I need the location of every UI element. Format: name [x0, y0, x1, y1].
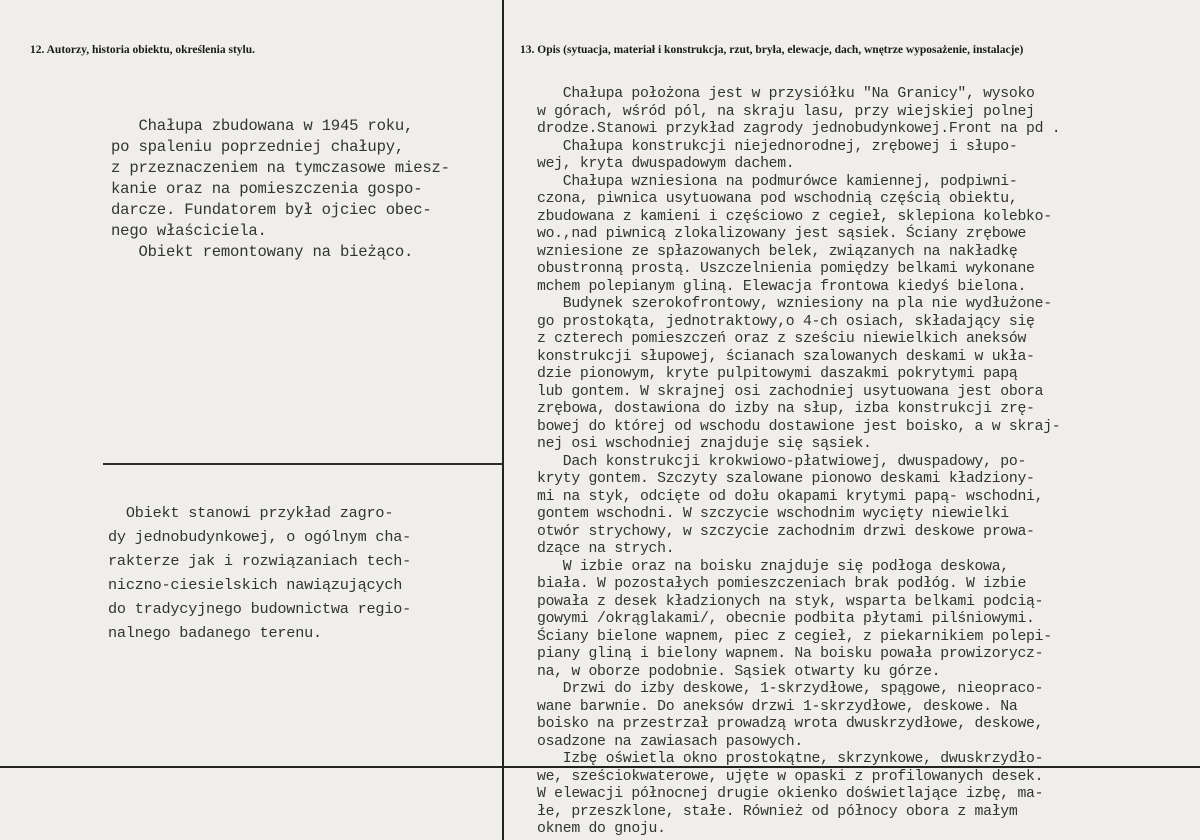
text-line: drodze.Stanowi przykład zagrody jednobudynkowej.Front na pd . — [537, 121, 1061, 137]
text-line: nalnego badanego terenu. — [108, 624, 322, 642]
text-line: wo.,nad piwnicą zlokalizowany jest sąsiek. Ściany zrębowe — [537, 226, 1027, 242]
text-line: mchem polepianym gliną. Elewacja frontowa kiedyś bielona. — [537, 278, 1027, 295]
text-line: z czterech pomieszczeń oraz z sześciu niewielkich aneksów — [537, 331, 1027, 347]
text-line: Izbę oświetla okno prostokątne, skrzynkowe, dwuskrzydło- — [537, 751, 1044, 767]
text-line: mi na styk, odcięte od dołu okapami krytymi papą- wschodni, — [537, 488, 1044, 505]
description-text — [537, 86, 1060, 839]
text-line: na, w oborze podobnie. Sąsiek otwarty ku górze. — [537, 663, 941, 680]
text-line: rakterze jak i rozwiązaniach tech- — [108, 552, 412, 570]
text-line: w górach, wśród pól, na skraju lasu, przy wiejskiej polnej — [537, 103, 1035, 120]
text-line: darcze. Fundatorem był ojciec obec- — [111, 201, 432, 219]
text-line: Obiekt stanowi przykład zagro- — [108, 504, 394, 522]
header-description: 13. Opis (sytuacja, materiał i konstrukcja, rzut, bryła, elewacje, dach, wnętrze wyposażenie, instalacje) — [520, 44, 1024, 56]
text-line: Chałupa położona jest w przysiółku "Na Granicy", wysoko — [537, 86, 1035, 102]
text-line: po spaleniu poprzedniej chałupy, — [111, 138, 405, 156]
text-line: dy jednobudynkowej, o ogólnym cha- — [108, 528, 412, 546]
text-line: gontem wschodni. W szczycie wschodnim wycięty niewielki — [537, 506, 1009, 522]
text-line: wej, kryta dwuspadowym dachem. — [537, 156, 795, 172]
text-line: bowej do której od wschodu dostawione jest boisko, a w skraj- — [537, 418, 1061, 435]
text-line: W elewacji północnej drugie okienko doświetlające izbę, ma- — [537, 786, 1044, 802]
left-section-divider — [103, 463, 503, 465]
text-line: dzie pionowym, kryte pulpitowymi daszakmi pokrytymi papą — [537, 366, 1018, 382]
text-line: dzące na strych. — [537, 541, 675, 557]
text-line: biała. W pozostałych pomieszczeniach brak podłóg. W izbie — [537, 576, 1027, 592]
text-line: boisko na przestrzał prowadzą wrota dwuskrzydłowe, deskowe, — [537, 716, 1044, 732]
text-line: Ściany bielone wapnem, piec z cegieł, z piekarnikiem polepi- — [537, 628, 1052, 645]
text-line: Obiekt remontowany na bieżąco. — [111, 243, 414, 261]
text-line: lub gontem. W skrajnej osi zachodniej usytuowana jest obora — [537, 383, 1044, 400]
text-line: piany gliną i bielony wapnem. Na boisku powała prowizorycz- — [537, 646, 1044, 662]
text-line: oknem do gnoju. — [537, 821, 666, 837]
text-line: wzniesione ze spłazowanych belek, związanych na nakładkę — [537, 243, 1018, 260]
text-line: czona, piwnica usytuowana pod wschodnią częścią obiektu, — [537, 191, 1018, 207]
history-text — [111, 116, 450, 263]
text-line: wane barwnie. Do aneksów drzwi 1-skrzydłowe, deskowe. Na — [537, 698, 1018, 715]
text-line: z przeznaczeniem na tymczasowe miesz- — [111, 159, 450, 177]
text-line: nego właściciela. — [111, 222, 267, 240]
text-line: do tradycyjnego budownictwa regio- — [108, 600, 412, 618]
column-divider — [502, 0, 504, 840]
text-line: Chałupa konstrukcji niejednorodnej, zrębowej i słupo- — [537, 138, 1018, 155]
text-line: go prostokąta, jednotraktowy,o 4-ch osiach, składający się — [537, 313, 1035, 330]
text-line: Chałupa zbudowana w 1945 roku, — [111, 117, 414, 135]
header-authors-history: 12. Autorzy, historia obiektu, określenia stylu. — [30, 44, 256, 56]
text-line: Drzwi do izby deskowe, 1-skrzydłowe, spągowe, nieopraco- — [537, 681, 1044, 697]
text-line: osadzone na zawiasach pasowych. — [537, 733, 803, 750]
text-line: zrębowa, dostawiona do izby na słup, izba konstrukcji zrę- — [537, 401, 1035, 417]
text-line: powała z desek kładzionych na styk, wsparta belkami podcią- — [537, 593, 1044, 610]
text-line: Budynek szerokofrontowy, wzniesiony na pla nie wydłużone- — [537, 296, 1052, 312]
text-line: kanie oraz na pomieszczenia gospo- — [111, 180, 423, 198]
text-line: gowymi /okrąglakami/, obecnie podbita płytami pilśniowymi. — [537, 611, 1035, 627]
text-line: Chałupa wzniesiona na podmurówce kamiennej, podpiwni- — [537, 173, 1018, 190]
style-text — [108, 501, 411, 645]
text-line: łe, przeszklone, stałe. Również od północy obora z małym — [537, 803, 1018, 820]
text-line: nej osi wschodniej znajduje się sąsiek. — [537, 436, 872, 452]
text-line: niczno-ciesielskich nawiązujących — [108, 576, 403, 594]
text-line: konstrukcji słupowej, ścianach szalowanych deskami w ukła- — [537, 348, 1035, 365]
text-line: W izbie oraz na boisku znajduje się podłoga deskowa, — [537, 558, 1009, 575]
text-line: kryty gontem. Szczyty szalowane pionowo deskami kładziony- — [537, 471, 1035, 487]
text-line: otwór strychowy, w szczycie zachodnim drzwi deskowe prowa- — [537, 523, 1035, 540]
text-line: Dach konstrukcji krokwiowo-płatwiowej, dwuspadowy, po- — [537, 453, 1027, 470]
text-line: we, sześciokwaterowe, ujęte w opaski z profilowanych desek. — [537, 768, 1044, 785]
text-line: zbudowana z kamieni i częściowo z cegieł, sklepiona kolebko- — [537, 208, 1052, 225]
text-line: obustronną prostą. Uszczelnienia pomiędzy belkami wykonane — [537, 261, 1035, 277]
